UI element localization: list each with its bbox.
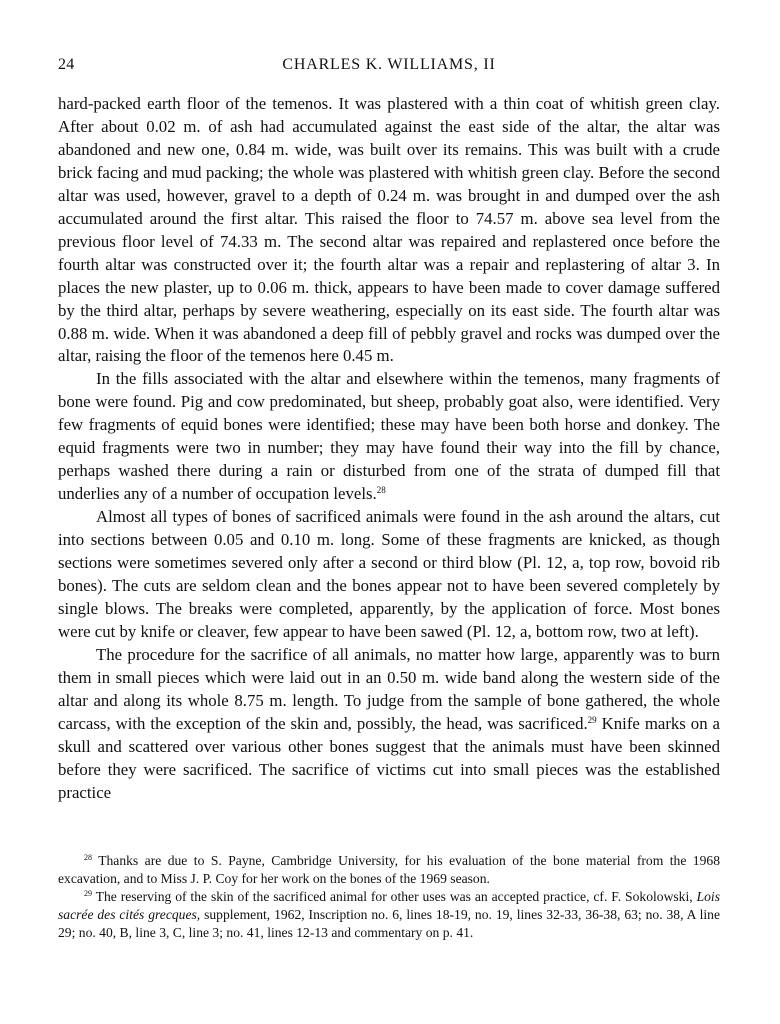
footnote-28 [58, 852, 720, 888]
footnote-28-text: Thanks are due to S. Payne, Cambridge University, for his evaluation of the bone material from the 1968 excavation, and to Miss J. P. Coy for her work on the bones of the 1969 season. [58, 853, 720, 887]
paragraph-4-text-a: The procedure for the sacrifice of all animals, no matter how large, apparently was to burn them in small pieces which were laid out in an 0.50 m. wide band along the western side of the altar and along its whole 8.75 m. length. To judge from the sample of bone gathered, the whole carcass, with the exception of the skin and, possibly, the head, was sacrificed. [58, 644, 720, 733]
footnote-ref-29: 29 [587, 714, 597, 725]
footnote-29 [58, 888, 720, 942]
page-number: 24 [58, 56, 75, 73]
footnote-29-book-title: Lois sacrée des cités grecques, [58, 889, 720, 923]
paragraph-3: Almost all types of bones of sacrificed animals were found in the ash around the altars, cut into sections between 0.05 and 0.10 m. long. Some of these fragments are knicked, as though sections were sometimes severed only after a second or third blow (Pl. 12, a, top row, bovoid rib bones). The cuts are seldom clean and the bones appear not to have been severed completely by single blows. The breaks were completed, apparently, by the application of force. Most bones were cut by knife or cleaver, few appear to have been sawed (Pl. 12, a, bottom row, two at left). [58, 507, 720, 641]
paragraph-1: hard-packed earth floor of the temenos. It was plastered with a thin coat of whitish green clay. After about 0.02 m. of ash had accumulated against the east side of the altar, the altar was abandoned and new one, 0.84 m. wide, was built over its remains. This was built with a crude brick facing and mud packing; the whole was plastered with whitish green clay. Before the second altar was used, however, gravel to a depth of 0.24 m. was brought in and dumped over the ash accumulated around the first altar. This raised the floor to 74.57 m. above sea level from the previous floor level of 74.33 m. The second altar was repaired and replastered once before the fourth altar was constructed over it; the fourth altar was a repair and replastering of altar 3. In places the new plaster, up to 0.06 m. thick, appears to have been made to cover damage suffered by the third altar, perhaps by severe weathering, especially on its east side. The fourth altar was 0.88 m. wide. When it was abandoned a deep fill of pebbly gravel and rocks was dumped over the altar, raising the floor of the temenos here 0.45 m. [58, 94, 720, 366]
footnotes [58, 852, 720, 942]
paragraph-4-text-b: Knife marks on a skull and scattered over various other bones suggest that the animals must have been skinned before they were sacrificed. The sacrifice of victims cut into small pieces was the established practice [58, 713, 720, 802]
footnote-29-number: 29 [84, 889, 92, 899]
footnote-ref-28: 28 [376, 485, 386, 496]
page-header [58, 56, 720, 80]
body-text [58, 93, 720, 805]
footnote-28-number: 28 [84, 853, 92, 862]
footnote-29-text-a: The reserving of the skin of the sacrificed animal for other uses was an accepted practice, cf. F. Sokolowski, [92, 889, 697, 905]
running-head: CHARLES K. WILLIAMS, II [282, 56, 496, 73]
footnote-29-text-b: supplement, 1962, Inscription no. 6, lines 18-19, no. 19, lines 32-33, 36-38, 63; no. 38, A line 29; no. 40, B, line 3, C, line 3; no. 41, lines 12-13 and commentary on p. 41. [58, 907, 720, 941]
paragraph-2-text: In the fills associated with the altar and elsewhere within the temenos, many fragments of bone were found. Pig and cow predominated, but sheep, probably goat also, were identified. Very few fragments of equid bones were identified; these may have been both horse and donkey. The equid fragments were two in number; they may have found their way into the fill by chance, perhaps washed there during a rain or disturbed from one of the strata of dumped fill that underlies any of a number of occupation levels. [58, 369, 720, 504]
paragraph-2 [58, 368, 720, 506]
paragraph-4 [58, 644, 720, 805]
